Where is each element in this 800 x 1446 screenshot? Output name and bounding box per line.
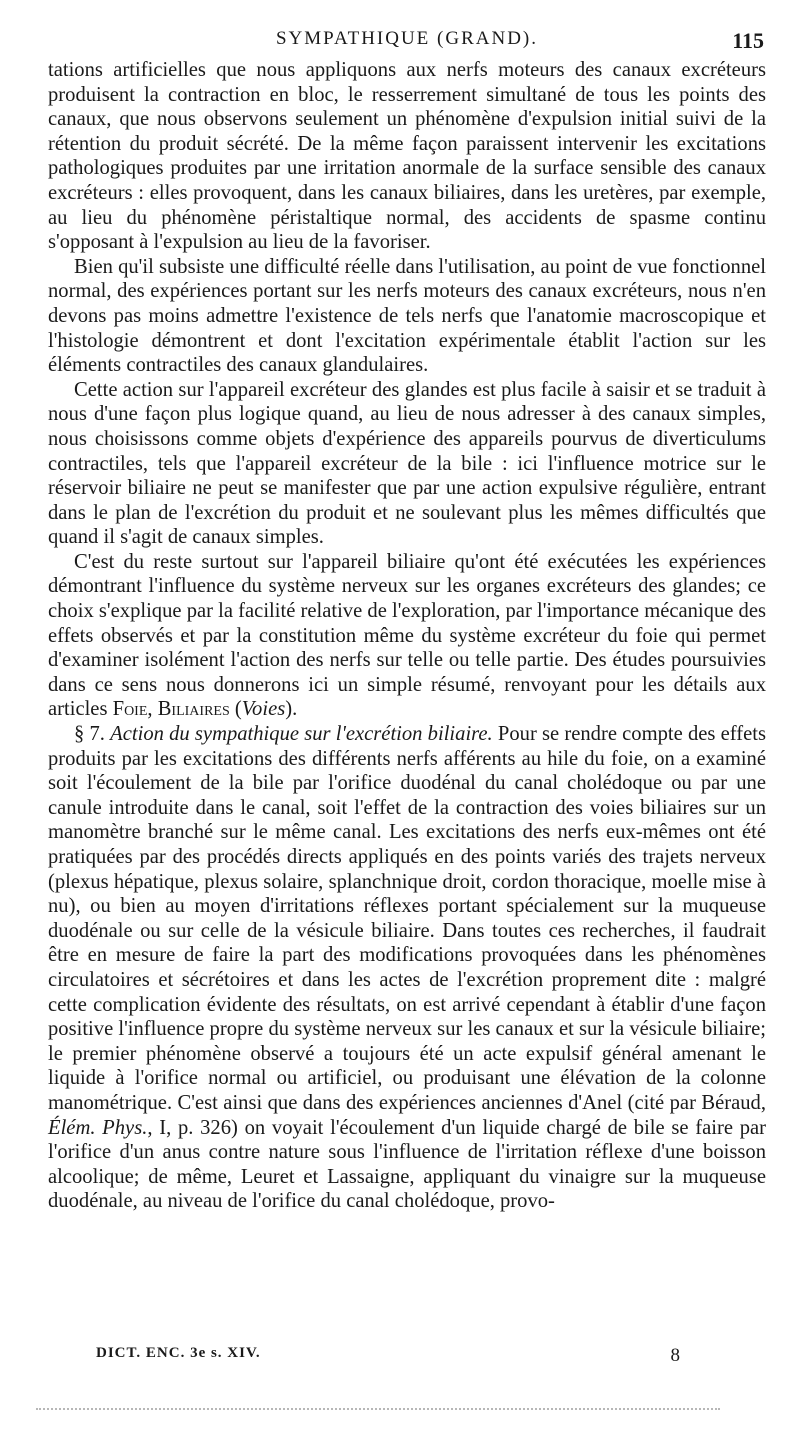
section-mark: § 7. <box>74 723 105 746</box>
page-header <box>50 28 764 58</box>
paragraph-2 <box>48 255 766 378</box>
paragraph-4 <box>48 550 766 722</box>
cross-ref-voies: Voies <box>241 698 286 721</box>
running-head: SYMPATHIQUE (GRAND). <box>275 28 539 49</box>
paragraph-5 <box>48 722 766 1214</box>
paren-open: ( <box>229 698 242 721</box>
cross-ref-biliaires: Biliaires <box>157 698 230 721</box>
paragraph-5-text-a: Pour se rendre compte des effets produits par les excitations des différents nerfs afférents au hile du foie, on a examiné soit l'écoulement de la bile par l'orifice duodénal du canal cholédoque ou par une canule introduite dans le canal, soit l'effet de la contraction des voies biliaires sur un manomètre branché sur le même canal. Les excitations des nerfs eux-mêmes ont été pratiquées par des procédés directs appliqués en des points variés des trajets nerveux (plexus hépatique, plexus solaire, splanchnique droit, cordon thoracique, moelle mise à nu), ou bien au moyen d'irritations réflexes portant spécialement sur la muqueuse duodénale ou sur celle de la vésicule biliaire. Dans toutes ces recherches, il faudrait être en mesure de faire la part des modifications provoquées dans les phénomènes circulatoires et sécrétoires et dans les actes de l'excrétion proprement dite : malgré cette complication évidente des résultats, on est arrivé cependant à établir d'une façon positive l'influence propre du système nerveux sur les canaux et sur la vésicule biliaire; le premier phénomène observé a toujours été un acte expulsif général amenant le liquide à l'orifice normal ou artificiel, ou produisant une élévation de la colonne manométrique. C'est ainsi que dans des expériences anciennes d'Anel (cité par Béraud, <box>48 723 766 1114</box>
sheet-number: 8 <box>670 1345 680 1366</box>
printer-signature: DICT. ENC. 3e s. XIV. <box>96 1345 261 1361</box>
scan-edge-noise <box>36 1408 720 1414</box>
cross-ref-separator: , <box>147 698 158 721</box>
citation-title: Élém. Phys. <box>48 1116 148 1139</box>
paragraph-1-text: tations artificielles que nous appliquons aux nerfs moteurs des canaux excréteurs produisent la contraction en bloc, le resserrement simultané de tous les points des canaux, que nous observons seulement un phénomène d'expulsion initial suivi de la rétention du produit sécrété. De la même façon paraissent intervenir les excitations pathologiques produites par une irritation anormale de la surface sensible des canaux excréteurs : elles provoquent, dans les canaux biliaires, dans les uretères, par exemple, au lieu du phénomène péristaltique normal, des accidents de spasme continu s'opposant à l'expulsion au lieu de la favoriser. <box>48 59 766 254</box>
section-title: Action du sympathique sur l'excrétion biliaire. <box>110 723 493 746</box>
body-text <box>48 58 766 1214</box>
page-footer <box>96 1345 680 1371</box>
paragraph-5-text-b: , I, p. 326) on voyait l'écoulement d'un liquide chargé de bile se faire par l'orifice d'un anus contre nature sous l'influence de l'irritation réflexe d'une boisson alcoolique; de même, Leuret et Lassaigne, appliquant du vinaigre sur la muqueuse duodénale, au niveau de l'orifice du canal cholédoque, provo- <box>48 1116 766 1213</box>
paragraph-1 <box>48 58 766 255</box>
paren-close: ). <box>285 698 298 721</box>
cross-ref-foie: Foie <box>112 698 148 721</box>
paragraph-2-text: Bien qu'il subsiste une difficulté réelle dans l'utilisation, au point de vue fonctionnel normal, des expériences portant sur les nerfs moteurs des canaux excréteurs, nous n'en devons pas moins admettre l'existence de tels nerfs que l'anatomie macroscopique et l'histologie démontrent et dont l'excitation expérimentale établit l'action sur les éléments contractiles des canaux glandulaires. <box>48 255 766 377</box>
page-number: 115 <box>732 28 764 53</box>
paragraph-3-text: Cette action sur l'appareil excréteur des glandes est plus facile à saisir et se traduit à nous d'une façon plus logique quand, au lieu de nous adresser à des canaux simples, nous choisissons comme objets d'expérience des appareils pourvus de diverticulums contractiles, tels que l'appareil excréteur de la bile : ici l'influence motrice sur le réservoir biliaire ne peut se manifester que par une action expulsive régulière, entrant dans le plan de l'excrétion du produit et ne soulevant plus les mêmes difficultés que quand il s'agit de canaux simples. <box>48 378 766 549</box>
paragraph-4-text: C'est du reste surtout sur l'appareil biliaire qu'ont été exécutées les expériences démontrant l'influence du système nerveux sur les organes excréteurs des glandes; ce choix s'explique par la facilité relative de l'exploration, par l'importance mécanique des effets observés et par la constitution même du système excréteur du foie qui permet d'examiner isolément l'action des nerfs sur telle ou telle partie. Des études poursuivies dans ce sens nous donnerons ici un simple résumé, renvoyant pour les détails aux articles <box>48 550 766 721</box>
paragraph-3 <box>48 378 766 550</box>
